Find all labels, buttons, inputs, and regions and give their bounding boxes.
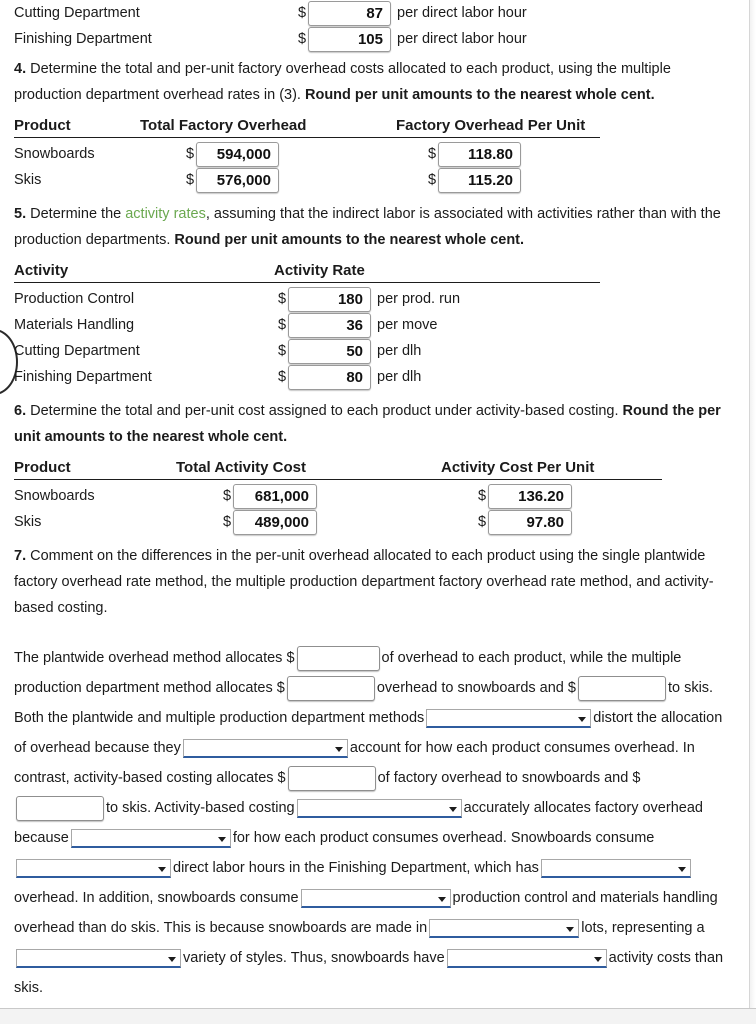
spacer: [14, 621, 728, 633]
rate-suffix-finishing: per direct labor hour: [397, 31, 527, 47]
row-label-snowboards: Snowboards: [14, 146, 95, 162]
currency-symbol: $: [278, 317, 287, 333]
currency-symbol: $: [428, 146, 437, 162]
question-6-text: [14, 398, 728, 450]
prose-text-14: lots, representing a: [581, 920, 705, 936]
input-rate-production-control[interactable]: 180: [288, 287, 371, 312]
select-abc-reason[interactable]: [71, 829, 231, 848]
question-6-number: 6.: [14, 403, 27, 419]
input-activity-cost-per-unit-snowboards[interactable]: 136.20: [488, 484, 572, 509]
question-5-emphasis: Round per unit amounts to the nearest whole cent.: [174, 232, 525, 248]
question-7-body: Comment on the differences in the per-unit overhead allocated to each product using the single plantwide factory overhead rate method, the multiple production department factory overhead rate method, and activity-based costing.: [14, 548, 714, 616]
rate-unit-production-control: per prod. run: [377, 291, 461, 307]
question-7-answer-paragraph: [14, 643, 728, 1003]
row-label-materials-handling: Materials Handling: [14, 317, 135, 333]
rate-label-finishing: Finishing Department: [14, 31, 152, 47]
input-total-overhead-snowboards[interactable]: 594,000: [196, 142, 279, 167]
prose-text-5: distort the allocation of overhead because they: [14, 710, 723, 756]
table-factory-overhead: [14, 117, 728, 193]
table-row: [14, 312, 728, 338]
input-total-activity-cost-skis[interactable]: 489,000: [233, 510, 317, 535]
table-row: [14, 167, 728, 193]
column-header-activity-rate: Activity Rate: [274, 262, 365, 279]
select-style-variety[interactable]: [16, 949, 181, 968]
page-right-gutter: [750, 0, 756, 1010]
column-header-total-factory-overhead: Total Factory Overhead: [140, 117, 307, 134]
prose-text-3: overhead to snowboards and $: [376, 680, 576, 696]
department-rates-group: [14, 0, 728, 52]
column-header-activity-cost-per-unit: Activity Cost Per Unit: [441, 459, 595, 476]
table-header-rule: [14, 282, 600, 283]
table-row: [14, 509, 728, 535]
prose-text-4: to skis. Both the plantwide and multiple production department methods: [14, 680, 714, 726]
question-4-text: [14, 56, 728, 108]
cell-unit-overhead-skis: [428, 168, 521, 193]
currency-symbol: $: [478, 488, 487, 504]
prose-text-6: account for how each product consumes overhead. In contrast, activity-based costing allocates $: [14, 740, 695, 786]
select-distortion-degree[interactable]: [426, 709, 591, 728]
cell-total-overhead-skis: [186, 168, 279, 193]
select-snowboards-dlh[interactable]: [16, 859, 171, 878]
page-footer-area: [0, 1009, 756, 1024]
row-label-snowboards: Snowboards: [14, 488, 95, 504]
rate-unit-materials-handling: per move: [377, 317, 438, 333]
blank-multi-dept-snowboards[interactable]: [287, 676, 375, 701]
prose-text-1: The plantwide overhead method allocates $: [14, 650, 295, 666]
table-row: [14, 141, 728, 167]
rate-suffix-cutting: per direct labor hour: [397, 5, 527, 21]
select-lot-size[interactable]: [429, 919, 579, 938]
row-label-production-control: Production Control: [14, 291, 135, 307]
table-row: [14, 483, 728, 509]
blank-abc-snowboards[interactable]: [288, 766, 376, 791]
input-unit-overhead-snowboards[interactable]: 118.80: [438, 142, 521, 167]
question-6-emphasis: Round the per unit amounts to the nearest whole cent.: [14, 403, 721, 445]
question-5-number: 5.: [14, 206, 27, 222]
prose-text-13: production control and materials handling overhead than do skis. This is because snowboards are made in: [14, 890, 718, 936]
table-row: [14, 286, 728, 312]
table-header-rule: [14, 137, 600, 138]
select-production-control-level[interactable]: [301, 889, 451, 908]
question-4-emphasis: Round per unit amounts to the nearest whole cent.: [304, 87, 655, 103]
page-right-border: [749, 0, 750, 1010]
cell-activity-cost-per-unit-skis: [478, 510, 572, 535]
currency-symbol: $: [478, 514, 487, 530]
row-label-skis: Skis: [14, 172, 42, 188]
rate-label-cutting: Cutting Department: [14, 5, 140, 21]
input-activity-cost-per-unit-skis[interactable]: 97.80: [488, 510, 572, 535]
select-account-negation[interactable]: [183, 739, 348, 758]
currency-symbol: $: [186, 172, 195, 188]
prose-text-7: of factory overhead to snowboards and $: [377, 770, 641, 786]
input-rate-cutting-department[interactable]: 50: [288, 339, 371, 364]
table-header-row: [14, 117, 728, 137]
currency-symbol: $: [223, 514, 232, 530]
input-rate-finishing-department[interactable]: 80: [288, 365, 371, 390]
question-4-number: 4.: [14, 61, 27, 77]
prose-text-9: accurately allocates factory overhead because: [14, 800, 703, 846]
column-header-total-activity-cost: Total Activity Cost: [176, 459, 307, 476]
currency-symbol: $: [278, 291, 287, 307]
table-header-rule: [14, 479, 662, 480]
cell-total-overhead-snowboards: [186, 142, 279, 167]
question-6-body: Determine the total and per-unit cost assigned to each product under activity-based costing.: [30, 403, 619, 419]
row-label-skis: Skis: [14, 514, 42, 530]
prose-text-11: direct labor hours in the Finishing Department, which has: [173, 860, 539, 876]
table-row: [14, 338, 728, 364]
select-activity-cost-comparison[interactable]: [447, 949, 607, 968]
column-header-product: Product: [14, 459, 71, 476]
select-abc-accuracy[interactable]: [297, 799, 462, 818]
question-5-text: [14, 201, 728, 253]
cell-total-activity-cost-snowboards: [223, 484, 317, 509]
table-header-row: [14, 459, 728, 479]
prose-text-12: overhead. In addition, snowboards consume: [14, 890, 299, 906]
prose-text-16: activity costs than skis.: [14, 950, 724, 996]
column-header-factory-overhead-per-unit: Factory Overhead Per Unit: [396, 117, 586, 134]
select-finishing-overhead-level[interactable]: [541, 859, 691, 878]
input-total-activity-cost-snowboards[interactable]: 681,000: [233, 484, 317, 509]
currency-symbol: $: [186, 146, 195, 162]
blank-abc-skis[interactable]: [16, 796, 104, 821]
currency-symbol: $: [298, 31, 307, 47]
question-5-body-1: Determine the: [30, 206, 122, 222]
rate-input-cutting[interactable]: 87: [308, 1, 391, 26]
activity-rates-link[interactable]: activity rates: [125, 206, 206, 222]
blank-plantwide-per-unit[interactable]: [297, 646, 380, 671]
rate-row-cutting: [14, 0, 728, 26]
prose-text-15: variety of styles. Thus, snowboards have: [183, 950, 445, 966]
currency-symbol: $: [298, 5, 307, 21]
input-unit-overhead-skis[interactable]: 115.20: [438, 168, 521, 193]
table-activity-rates: [14, 262, 728, 390]
input-rate-materials-handling[interactable]: 36: [288, 313, 371, 338]
currency-symbol: $: [278, 343, 287, 359]
question-7-text: [14, 543, 728, 621]
column-header-activity: Activity: [14, 262, 69, 279]
cell-total-activity-cost-skis: [223, 510, 317, 535]
table-row: [14, 364, 728, 390]
row-label-cutting-department: Cutting Department: [14, 343, 140, 359]
rate-input-finishing[interactable]: 105: [308, 27, 391, 52]
rate-unit-finishing-department: per dlh: [377, 369, 422, 385]
question-5-body-2: , assuming that the indirect labor is associated with activities rather than with the production departments.: [14, 206, 721, 248]
column-header-product: Product: [14, 117, 71, 134]
blank-multi-dept-skis[interactable]: [578, 676, 666, 701]
row-label-finishing-department: Finishing Department: [14, 369, 152, 385]
currency-symbol: $: [428, 172, 437, 188]
input-total-overhead-skis[interactable]: 576,000: [196, 168, 279, 193]
rate-row-finishing: [14, 26, 728, 52]
table-header-row: [14, 262, 728, 282]
rate-unit-cutting-department: per dlh: [377, 343, 422, 359]
question-4-body: Determine the total and per-unit factory overhead costs allocated to each product, using the multiple production department overhead rates in (3).: [14, 61, 671, 103]
currency-symbol: $: [223, 488, 232, 504]
prose-text-8: to skis. Activity-based costing: [106, 800, 295, 816]
prose-text-2: of overhead to each product, while the multiple production department method allocates $: [14, 650, 682, 696]
prose-text-10: for how each product consumes overhead. Snowboards consume: [232, 830, 655, 846]
currency-symbol: $: [278, 369, 287, 385]
table-activity-cost: [14, 459, 728, 535]
cell-unit-overhead-snowboards: [428, 142, 521, 167]
question-7-number: 7.: [14, 548, 27, 564]
cell-activity-cost-per-unit-snowboards: [478, 484, 572, 509]
